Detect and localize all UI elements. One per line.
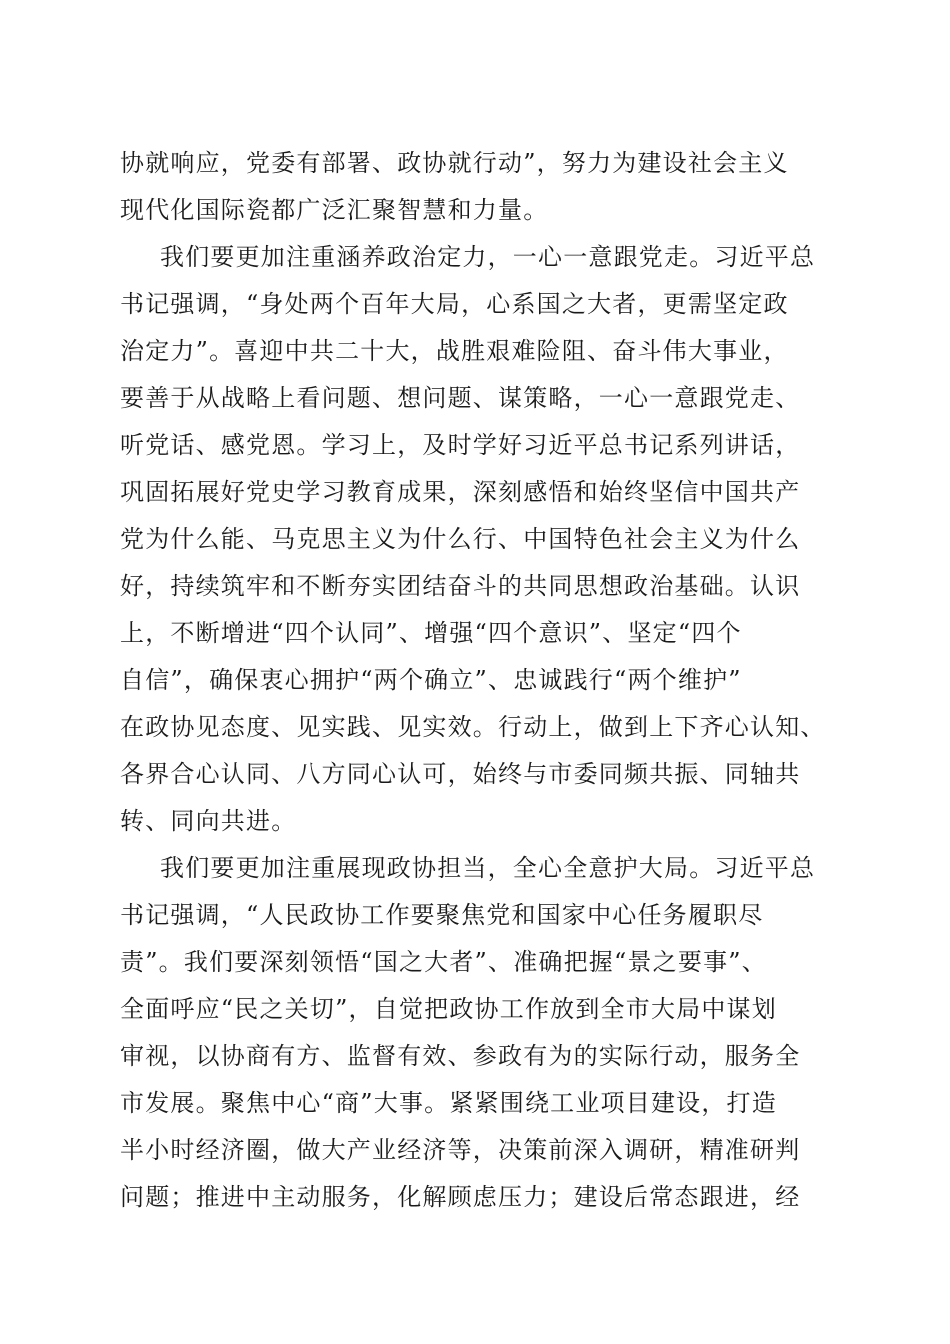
text-line: 书记强调，“身处两个百年大局，心系国之大者，更需坚定政	[120, 290, 789, 318]
text-line: 巩固拓展好党史学习教育成果，深刻感悟和始终坚信中国共产	[120, 478, 801, 506]
text-line: 责”。我们要深刻领悟“国之大者”、准确把握“景之要事”、	[120, 948, 767, 976]
text-line: 协就响应，党委有部署、政协就行动”，努力为建设社会主义	[120, 149, 789, 177]
text-line: 听党话、感党恩。学习上，及时学好习近平总书记系列讲话，	[120, 431, 801, 459]
text-line: 问题；推进中主动服务，化解顾虑压力；建设后常态跟进，经	[120, 1183, 801, 1211]
text-line: 党为什么能、马克思主义为什么行、中国特色社会主义为什么	[120, 525, 801, 553]
text-line: 自信”，确保衷心拥护“两个确立”、忠诚践行“两个维护”	[120, 666, 742, 694]
text-line: 上，不断增进“四个认同”、增强“四个意识”、坚定“四个	[120, 619, 742, 647]
text-line: 市发展。聚焦中心“商”大事。紧紧围绕工业项目建设，打造	[120, 1089, 777, 1117]
text-line: 书记强调，“人民政协工作要聚焦党和国家中心任务履职尽	[120, 901, 764, 929]
paragraph	[120, 845, 840, 1221]
text-line: 要善于从战略上看问题、想问题、谋策略，一心一意跟党走、	[120, 384, 801, 412]
text-line: 现代化国际瓷都广泛汇聚智慧和力量。	[120, 196, 549, 224]
text-line: 好，持续筑牢和不断夯实团结奋斗的共同思想政治基础。认识	[120, 572, 801, 600]
text-line: 全面呼应“民之关切”，自觉把政协工作放到全市大局中谋划	[120, 995, 777, 1023]
text-line: 半小时经济圈，做大产业经济等，决策前深入调研，精准研判	[120, 1136, 801, 1164]
text-line: 审视，以协商有方、监督有效、参政有为的实际行动，服务全	[120, 1042, 801, 1070]
body-text	[120, 140, 840, 1221]
text-line: 各界合心认同、八方同心认可，始终与市委同频共振、同轴共	[120, 760, 801, 788]
text-line: 转、同向共进。	[120, 807, 297, 835]
paragraph	[120, 140, 840, 234]
text-line: 我们要更加注重涵养政治定力，一心一意跟党走。习近平总	[160, 243, 816, 271]
text-line: 我们要更加注重展现政协担当，全心全意护大局。习近平总	[160, 854, 816, 882]
text-line: 在政协见态度、见实践、见实效。行动上，做到上下齐心认知、	[120, 713, 826, 741]
text-line: 治定力”。喜迎中共二十大，战胜艰难险阻、奋斗伟大事业，	[120, 337, 789, 365]
paragraph	[120, 234, 840, 845]
